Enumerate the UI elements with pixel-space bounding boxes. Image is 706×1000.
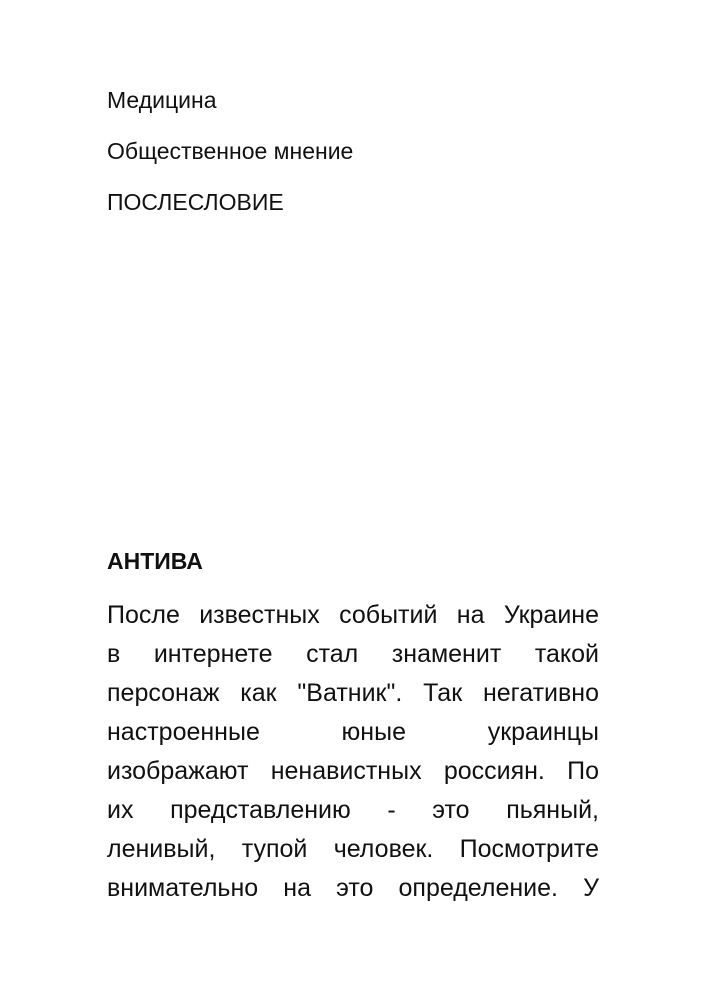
toc-item-medicine[interactable]: Медицина xyxy=(107,87,217,113)
chapter-paragraph xyxy=(107,596,599,908)
paragraph-line: персонаж как "Ватник". Так негативно xyxy=(107,679,599,707)
chapter-section xyxy=(107,546,599,908)
chapter-title: АНТИВА xyxy=(107,548,203,574)
paragraph-line: в интернете стал знаменит такой xyxy=(107,640,599,668)
table-of-contents xyxy=(107,86,607,239)
toc-item-afterword[interactable]: ПОСЛЕСЛОВИЕ xyxy=(107,189,284,215)
toc-item-public-opinion[interactable]: Общественное мнение xyxy=(107,138,354,164)
paragraph-line: их представлению - это пьяный, xyxy=(107,796,599,824)
paragraph-line: настроенные юные украинцы xyxy=(107,718,599,746)
paragraph-line: изображают ненавистных россиян. По xyxy=(107,757,599,785)
paragraph-line: ленивый, тупой человек. Посмотрите xyxy=(107,835,599,863)
paragraph-line: внимательно на это определение. У xyxy=(107,874,599,902)
paragraph-line: После известных событий на Украине xyxy=(107,601,599,629)
